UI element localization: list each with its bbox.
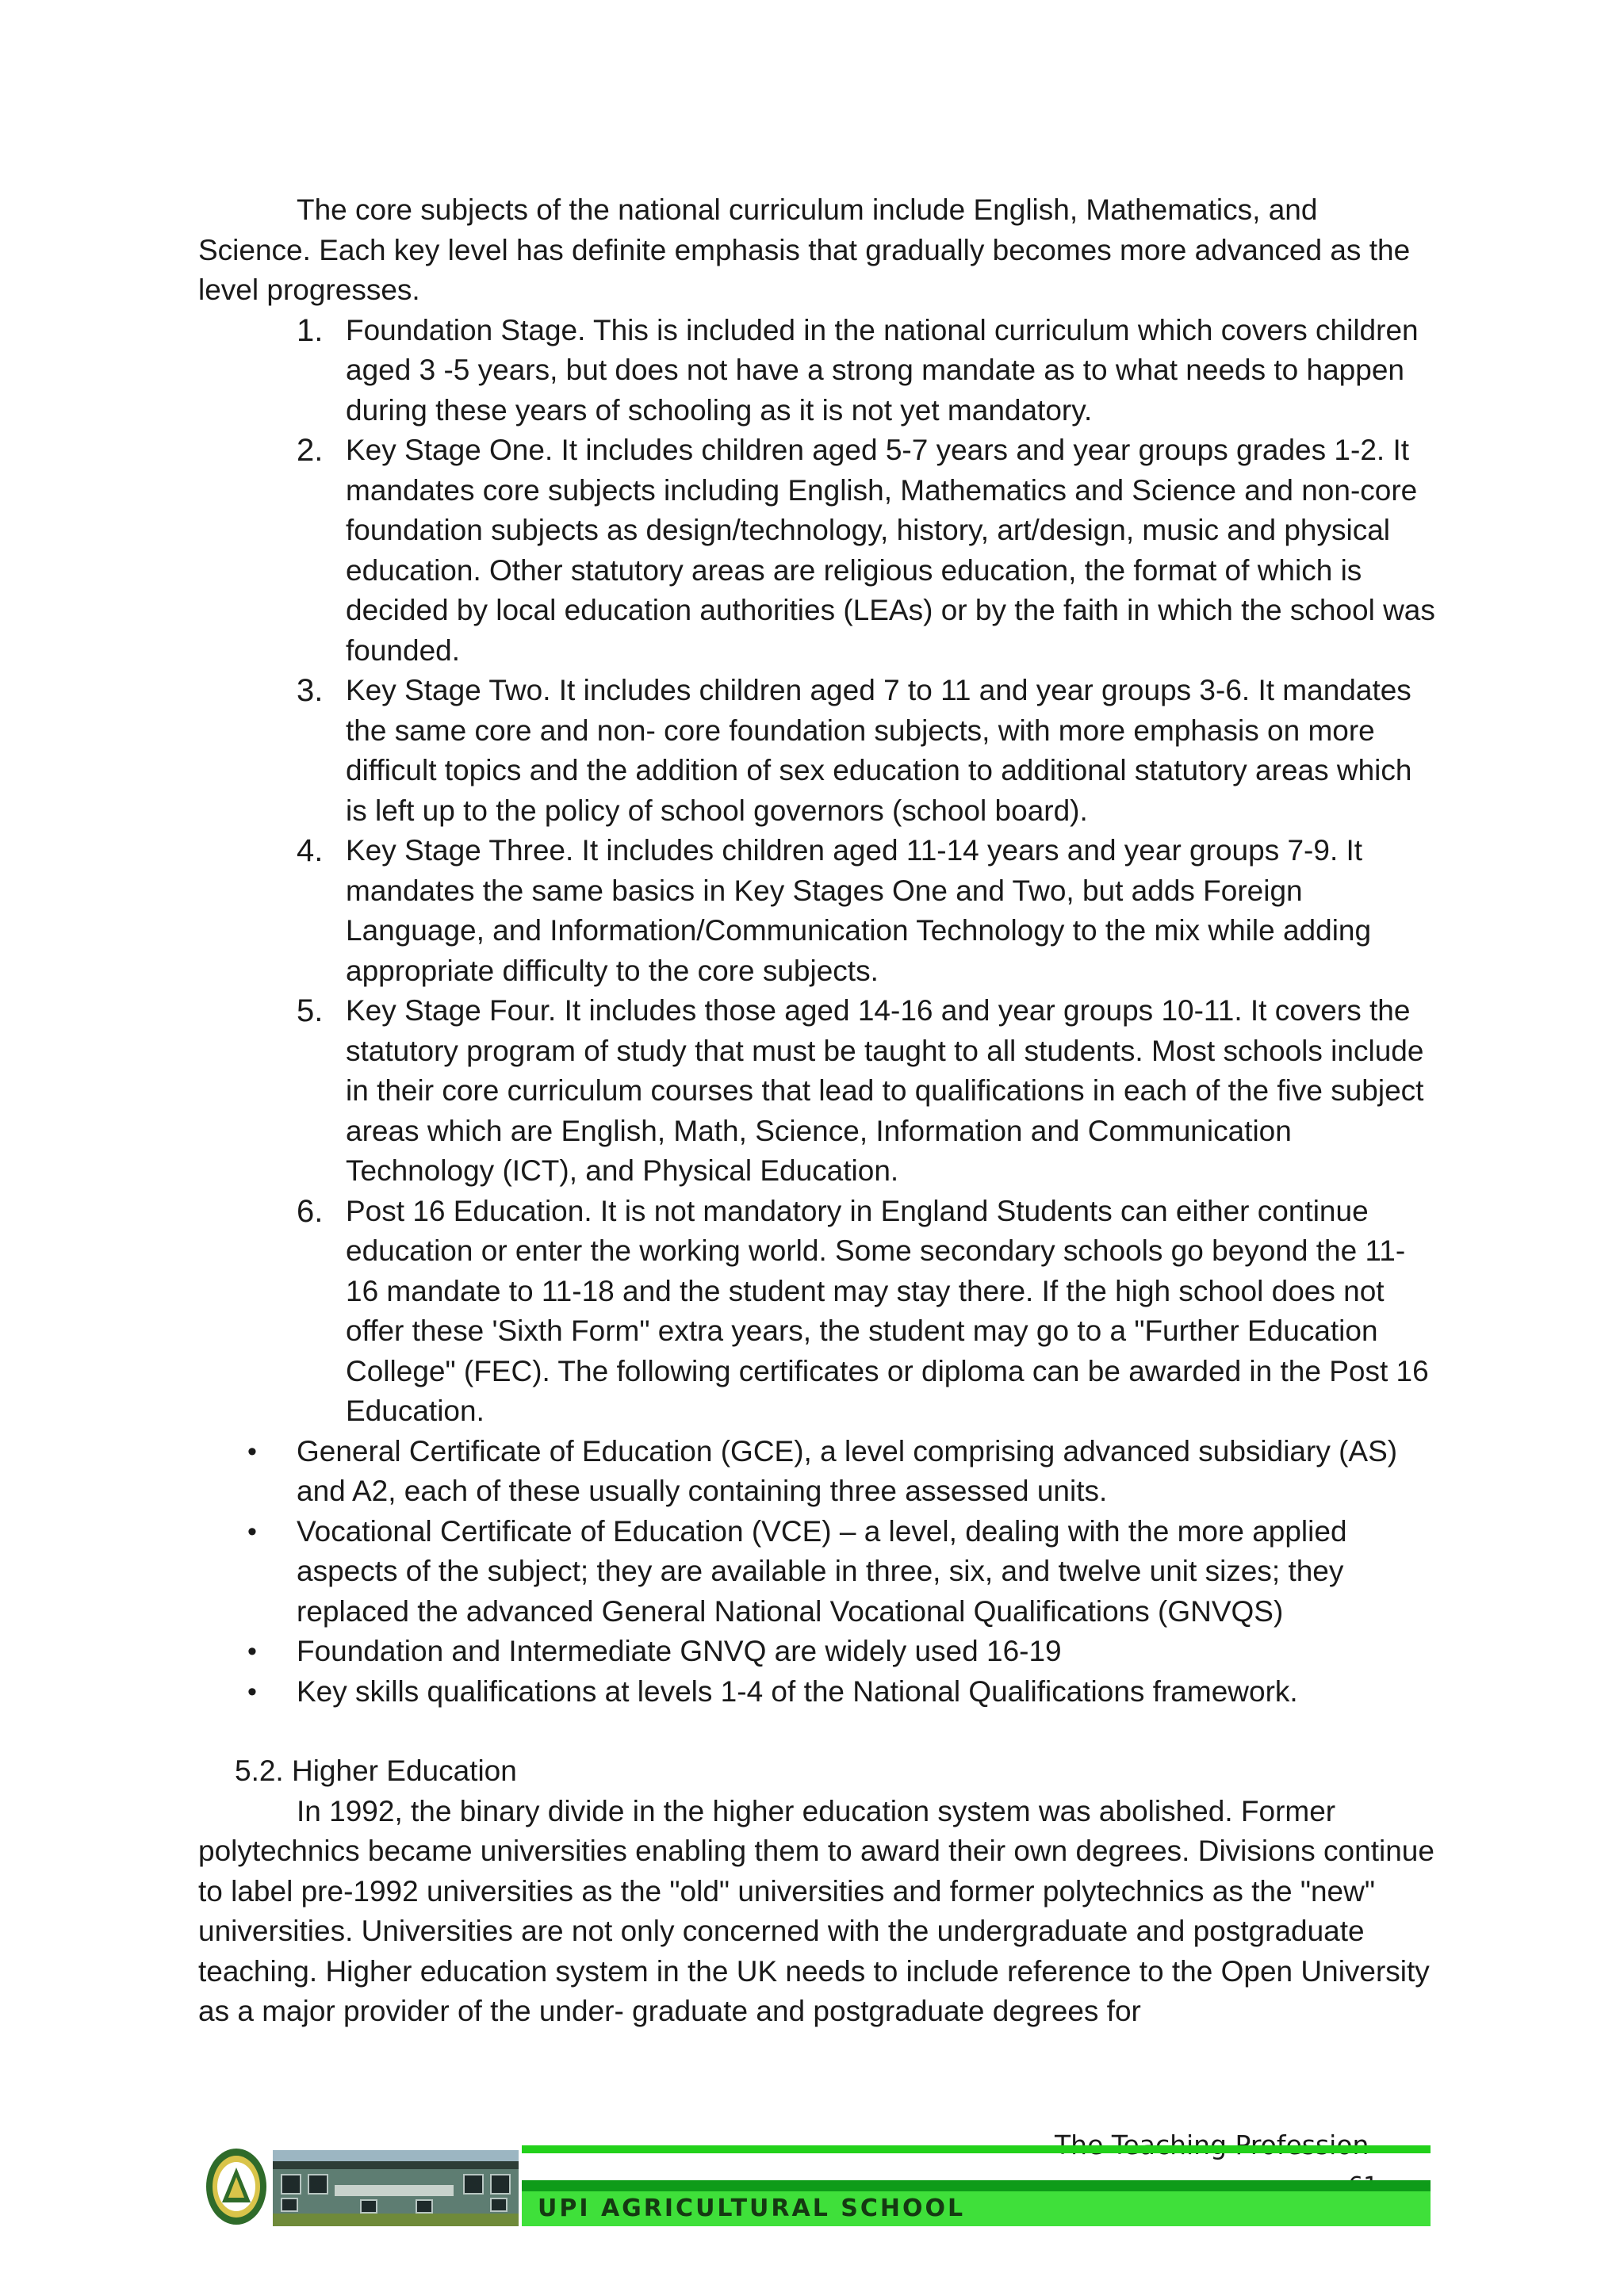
list-number: 5. (297, 993, 324, 1028)
page-content (198, 190, 1435, 2032)
certificate-list (198, 1432, 1435, 1712)
school-name: UPI AGRICULTURAL SCHOOL (538, 2195, 966, 2222)
list-item (198, 991, 1435, 1192)
school-banner (205, 2145, 1431, 2228)
list-item-text: Key Stage Two. It includes children aged 7 to 11 and year groups 3-6. It mandates the same core and non- core foundation subjects, with more emphasis on more difficult topics and the addition of sex education to additional statutory areas which is left up to the policy of school governors (school board). (346, 674, 1412, 827)
section-paragraph: In 1992, the binary divide in the higher education system was abolished. Former polytechnics became universities enabling them to award their own degrees. Divisions continue to label pre-1992 universities as the "old" universities and former polytechnics as the "new" universities. Universities are not only concerned with the undergraduate and postgraduate teaching. Higher education system in the UK needs to include reference to the Open University as a major provider of the under- graduate and postgraduate degrees for (198, 1794, 1434, 2027)
bullet-icon: • (247, 1676, 257, 1707)
list-number: 4. (297, 833, 324, 868)
bullet-icon: • (247, 1516, 257, 1547)
list-number: 3. (297, 673, 324, 708)
list-item (198, 430, 1435, 671)
list-item-text: Key Stage One. It includes children aged 5-7 years and year groups grades 1-2. It mandates core subjects including English, Mathematics and Science and non-core foundation subjects as design/technology, history, art/design, music and physical education. Other statutory areas are religious education, the format of which is decided by local education authorities (LEAs) or by the faith in which the school was founded. (346, 434, 1435, 667)
list-number: 1. (297, 312, 324, 348)
list-number: 2. (297, 433, 324, 468)
banner-top-line (522, 2145, 1431, 2153)
bullet-text: General Certificate of Education (GCE), a level comprising advanced subsidiary (AS) and A2, each of these usually containing three assessed units. (297, 1434, 1398, 1507)
section-heading: 5.2. Higher Education (235, 1755, 517, 1787)
bullet-icon: • (247, 1636, 257, 1667)
bullet-text: Foundation and Intermediate GNVQ are widely used 16-19 (297, 1635, 1062, 1667)
intro-paragraph: The core subjects of the national curriculum include English, Mathematics, and Science. Each key level has definite emphasis that gradually becomes more advanced as the level progresses. (198, 193, 1411, 306)
list-number: 6. (297, 1193, 324, 1229)
bullet-item (198, 1432, 1435, 1512)
bullet-text: Vocational Certificate of Education (VCE) – a level, dealing with the more applied aspects of the subject; they are available in three, six, and twelve unit sizes; they replaced the advanced General National Vocational Qualifications (GNVQS) (297, 1514, 1347, 1628)
spacer (198, 1712, 1435, 1751)
school-seal-icon (205, 2147, 268, 2226)
list-item-text: Foundation Stage. This is included in the national curriculum which covers children aged 3 -5 years, but does not have a strong mandate as to what needs to happen during these years of schooling as it is not yet mandatory. (346, 313, 1419, 427)
school-building-photo (273, 2150, 519, 2226)
bullet-item (198, 1512, 1435, 1632)
list-item (198, 831, 1435, 991)
list-item (198, 311, 1435, 431)
list-item-text: Key Stage Three. It includes children aged 11-14 years and year groups 7-9. It mandates the same basics in Key Stages One and Two, but adds Foreign Language, and Information/Communication Technology to the mix while adding appropriate difficulty to the core subjects. (346, 834, 1372, 987)
banner-stripe (522, 2180, 1431, 2191)
list-item-text: Key Stage Four. It includes those aged 14-16 and year groups 10-11. It covers the statutory program of study that must be taught to all students. Most schools include in their core curriculum courses that lead to qualifications in each of the five subject areas which are English, Math, Science, Information and Communication Technology (ICT), and Physical Education. (346, 994, 1424, 1187)
list-item-text: Post 16 Education. It is not mandatory in England Students can either continue education or enter the working world. Some secondary schools go beyond the 11-16 mandate to 11-18 and the student may stay there. If the high school does not offer these 'Sixth Form" extra years, the student may go to a "Further Education College" (FEC). The following certificates or diploma can be awarded in the Post 16 Education. (346, 1194, 1429, 1427)
list-item (198, 671, 1435, 831)
bullet-text: Key skills qualifications at levels 1-4 of the National Qualifications framework. (297, 1674, 1298, 1708)
list-item (198, 1192, 1435, 1432)
bullet-icon: • (247, 1436, 257, 1467)
bullet-item (198, 1632, 1435, 1672)
key-stage-list (198, 311, 1435, 1432)
bullet-item (198, 1672, 1435, 1712)
